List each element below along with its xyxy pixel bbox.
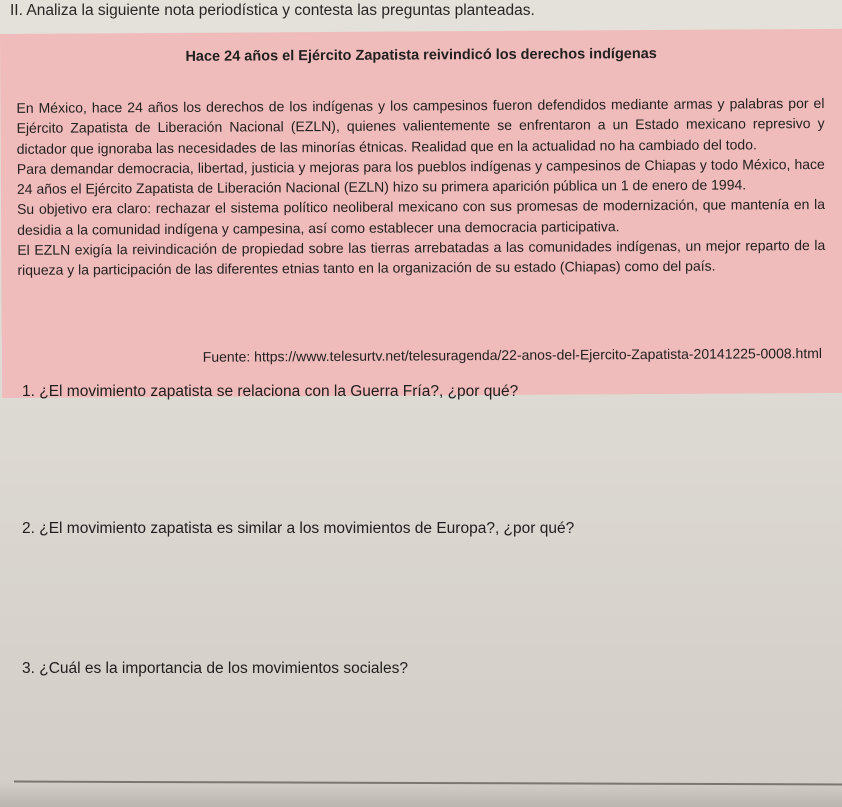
answer-area-1[interactable] [20,408,822,508]
answer-area-2[interactable] [20,546,822,646]
article-paragraph: El EZLN exigía la reivindicación de propiedad sobre las tierras arrebatadas a las comunidades indígenas, un mejor reparto de la riqueza y la participación de las diferentes etnias tanto en la organización de su estado (Chiapas) como del país. [17,237,826,279]
section-heading: II. Analiza la siguiente nota periodística y contesta las preguntas planteadas. [10,2,535,19]
article-title: Hace 24 años el Ejército Zapatista reivindicó los derechos indígenas [185,45,657,65]
article-paragraph: Para demandar democracia, libertad, justicia y mejoras para los pueblos indígenas y campesinos de Chiapas y todo México, hace 24 años el Ejército Zapatista de Liberación Nacional (EZLN) hizo su primera aparición pública un 1 de enero de 1994. [16,155,825,198]
answer-area-3[interactable] [20,686,822,786]
news-article-box [0,29,842,398]
article-body [16,93,825,281]
article-paragraph: Su objetivo era claro: rechazar el sistema político neoliberal mexicano con sus promesas de modernización, que mantenía en la desidia a la comunidad indígena y campesina, así como establecer una democracia participativa. [17,196,826,238]
question-3: 3. ¿Cuál es la importancia de los movimientos sociales? [22,660,408,677]
page-shadow [0,783,842,807]
article-paragraph: En México, hace 24 años los derechos de los indígenas y los campesinos fueron defendidos mediante armas y palabras por el Ejército Zapatista de Liberación Nacional (EZLN), quienes valientemente se enfrentaron a un Estado mexicano represivo y dictador que ignoraba las necesidades de las minorías étnicas. Realidad que en la actualidad no ha cambiado del todo. [16,94,825,157]
question-1: 1. ¿El movimiento zapatista se relaciona con la Guerra Fría?, ¿por qué? [22,383,519,400]
article-source: Fuente: https://www.telesurtv.net/telesuragenda/22-anos-del-Ejercito-Zapatista-20141225-0008.html [202,344,823,365]
question-2: 2. ¿El movimiento zapatista es similar a los movimientos de Europa?, ¿por qué? [22,520,575,537]
